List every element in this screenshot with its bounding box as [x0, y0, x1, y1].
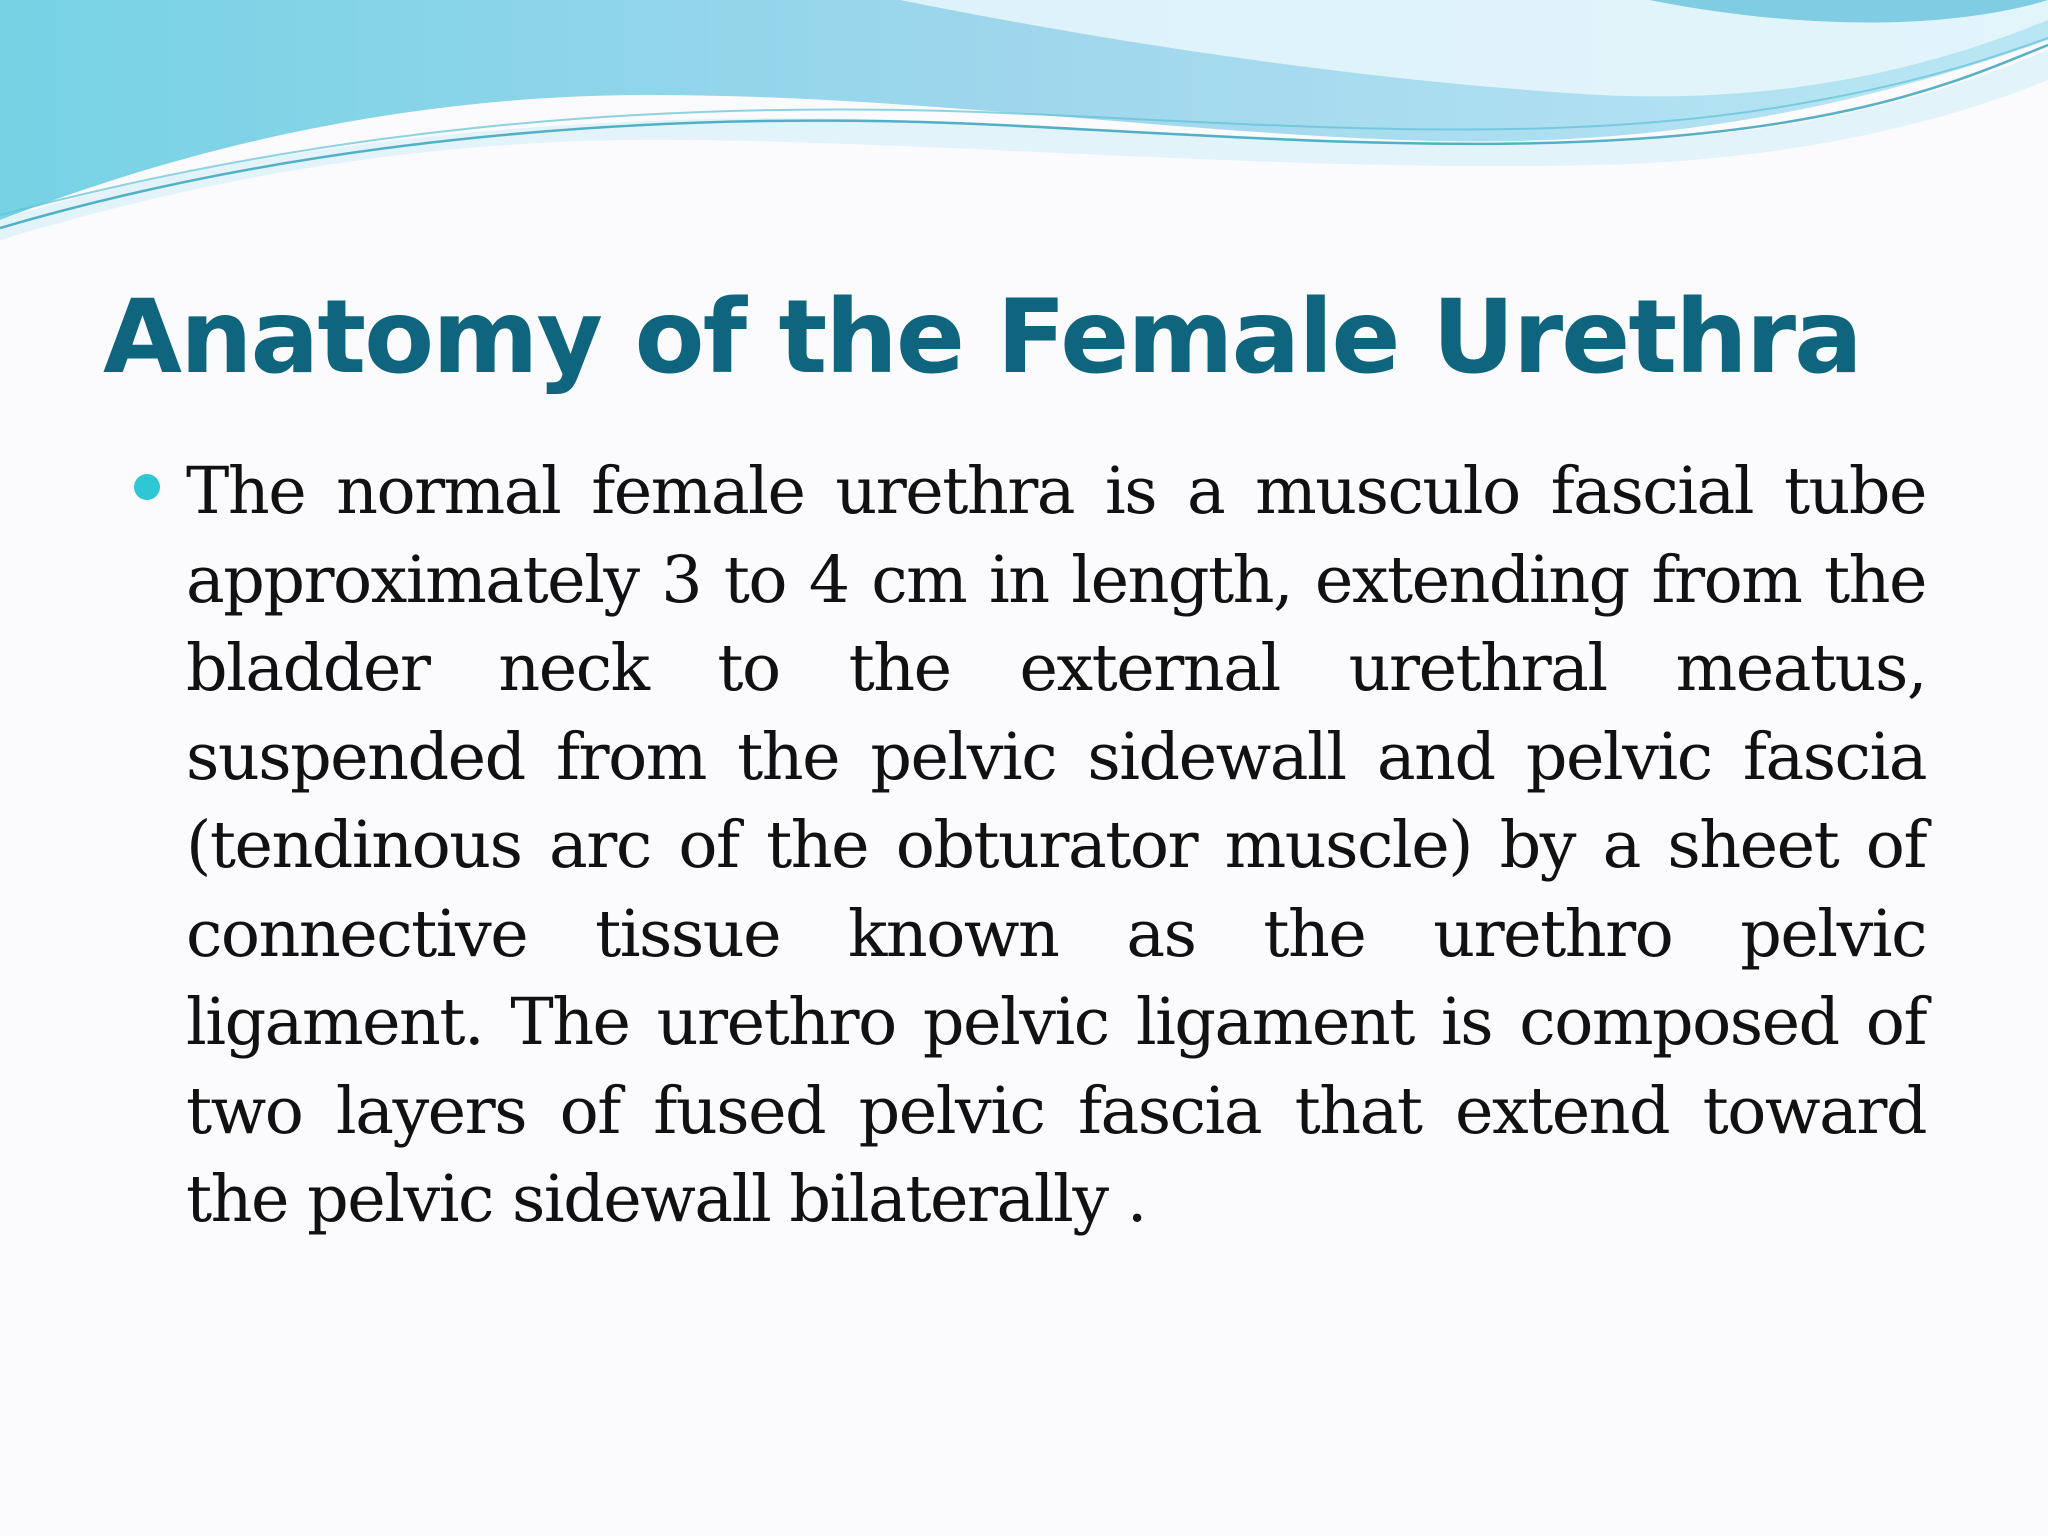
bullet-dot-icon	[134, 474, 160, 500]
bullet-item	[186, 448, 1926, 1245]
slide-title: Anatomy of the Female Urethra	[103, 278, 1861, 397]
bullet-list	[186, 448, 1926, 1245]
wave-header-decoration	[0, 0, 2048, 260]
bullet-text: The normal female urethra is a musculo fascial tube approximately 3 to 4 cm in length, extending from the bladder neck to the external urethral meatus, suspended from the pelvic sidewall and pelvic fascia (tendinous arc of the obturator muscle) by a sheet of connective tissue known as the urethro pelvic ligament. The urethro pelvic ligament is composed of two layers of fused pelvic fascia that extend toward the pelvic sidewall bilaterally .	[186, 454, 1926, 1237]
